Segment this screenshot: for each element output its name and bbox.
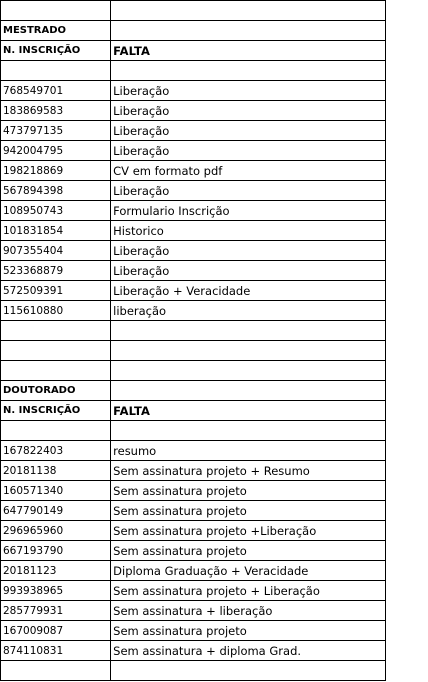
inscricao-cell[interactable]: 167822403 bbox=[1, 441, 111, 461]
table-row bbox=[1, 481, 386, 501]
table-row bbox=[1, 621, 386, 641]
falta-cell[interactable]: Liberação bbox=[111, 101, 386, 121]
inscricao-cell[interactable]: 285779931 bbox=[1, 601, 111, 621]
inscricao-cell[interactable]: 167009087 bbox=[1, 621, 111, 641]
table-row bbox=[1, 301, 386, 321]
falta-cell[interactable]: Liberação bbox=[111, 81, 386, 101]
falta-cell[interactable]: Sem assinatura projeto + Resumo bbox=[111, 461, 386, 481]
table-row bbox=[1, 581, 386, 601]
table-row bbox=[1, 261, 386, 281]
inscricao-cell[interactable]: 523368879 bbox=[1, 261, 111, 281]
inscricao-cell[interactable]: 108950743 bbox=[1, 201, 111, 221]
inscricao-cell[interactable]: 198218869 bbox=[1, 161, 111, 181]
cell[interactable] bbox=[111, 61, 386, 81]
inscricao-cell[interactable]: 20181123 bbox=[1, 561, 111, 581]
table-row bbox=[1, 121, 386, 141]
column-header-row bbox=[1, 401, 386, 421]
cell[interactable] bbox=[111, 661, 386, 681]
inscricao-cell[interactable]: 160571340 bbox=[1, 481, 111, 501]
section-title-doutorado[interactable]: DOUTORADO bbox=[1, 381, 111, 401]
falta-cell[interactable]: Sem assinatura projeto + Liberação bbox=[111, 581, 386, 601]
falta-cell[interactable]: resumo bbox=[111, 441, 386, 461]
falta-cell[interactable]: Sem assinatura + liberação bbox=[111, 601, 386, 621]
inscricao-cell[interactable]: 296965960 bbox=[1, 521, 111, 541]
falta-cell[interactable]: Sem assinatura projeto bbox=[111, 501, 386, 521]
inscricao-cell[interactable]: 572509391 bbox=[1, 281, 111, 301]
header-falta[interactable]: FALTA bbox=[111, 41, 386, 61]
table-row bbox=[1, 201, 386, 221]
section-title-mestrado[interactable]: MESTRADO bbox=[1, 21, 111, 41]
blank-row bbox=[1, 421, 386, 441]
header-inscricao[interactable]: N. INSCRIÇÃO bbox=[1, 41, 111, 61]
inscricao-cell[interactable]: 20181138 bbox=[1, 461, 111, 481]
falta-cell[interactable]: Formulario Inscrição bbox=[111, 201, 386, 221]
table-row bbox=[1, 101, 386, 121]
cell[interactable] bbox=[111, 1, 386, 21]
inscricao-cell[interactable]: 115610880 bbox=[1, 301, 111, 321]
inscricao-cell[interactable]: 473797135 bbox=[1, 121, 111, 141]
falta-cell[interactable]: Sem assinatura projeto +Liberação bbox=[111, 521, 386, 541]
table-row bbox=[1, 241, 386, 261]
falta-cell[interactable]: Sem assinatura projeto bbox=[111, 541, 386, 561]
table-row bbox=[1, 221, 386, 241]
falta-cell[interactable]: Sem assinatura projeto bbox=[111, 621, 386, 641]
falta-cell[interactable]: Diploma Graduação + Veracidade bbox=[111, 561, 386, 581]
cell[interactable] bbox=[111, 361, 386, 381]
cell[interactable] bbox=[1, 661, 111, 681]
falta-cell[interactable]: CV em formato pdf bbox=[111, 161, 386, 181]
blank-row bbox=[1, 661, 386, 681]
table-row bbox=[1, 81, 386, 101]
falta-cell[interactable]: Liberação bbox=[111, 121, 386, 141]
cell[interactable] bbox=[1, 321, 111, 341]
falta-cell[interactable]: Liberação bbox=[111, 241, 386, 261]
table-row bbox=[1, 141, 386, 161]
inscricao-cell[interactable]: 183869583 bbox=[1, 101, 111, 121]
falta-cell[interactable]: Sem assinatura projeto bbox=[111, 481, 386, 501]
cell[interactable] bbox=[111, 381, 386, 401]
inscricao-cell[interactable]: 874110831 bbox=[1, 641, 111, 661]
cell[interactable] bbox=[111, 421, 386, 441]
blank-row bbox=[1, 341, 386, 361]
falta-cell[interactable]: Liberação bbox=[111, 261, 386, 281]
inscricao-cell[interactable]: 647790149 bbox=[1, 501, 111, 521]
table-row bbox=[1, 541, 386, 561]
column-header-row bbox=[1, 41, 386, 61]
falta-cell[interactable]: Liberação bbox=[111, 181, 386, 201]
section-title-row bbox=[1, 381, 386, 401]
table-row bbox=[1, 641, 386, 661]
inscricao-cell[interactable]: 567894398 bbox=[1, 181, 111, 201]
falta-cell[interactable]: Liberação bbox=[111, 141, 386, 161]
table-row bbox=[1, 161, 386, 181]
falta-cell[interactable]: Historico bbox=[111, 221, 386, 241]
table-row bbox=[1, 181, 386, 201]
blank-row bbox=[1, 361, 386, 381]
header-inscricao[interactable]: N. INSCRIÇÃO bbox=[1, 401, 111, 421]
blank-row bbox=[1, 321, 386, 341]
table-row bbox=[1, 281, 386, 301]
inscricao-cell[interactable]: 942004795 bbox=[1, 141, 111, 161]
table-row bbox=[1, 561, 386, 581]
inscricao-cell[interactable]: 993938965 bbox=[1, 581, 111, 601]
inscricao-cell[interactable]: 667193790 bbox=[1, 541, 111, 561]
blank-row bbox=[1, 1, 386, 21]
header-falta[interactable]: FALTA bbox=[111, 401, 386, 421]
cell[interactable] bbox=[111, 321, 386, 341]
cell[interactable] bbox=[1, 361, 111, 381]
cell[interactable] bbox=[1, 1, 111, 21]
inscricao-cell[interactable]: 907355404 bbox=[1, 241, 111, 261]
cell[interactable] bbox=[1, 421, 111, 441]
table-row bbox=[1, 441, 386, 461]
table-row bbox=[1, 601, 386, 621]
cell[interactable] bbox=[1, 61, 111, 81]
table-row bbox=[1, 521, 386, 541]
falta-cell[interactable]: Sem assinatura + diploma Grad. bbox=[111, 641, 386, 661]
section-title-row bbox=[1, 21, 386, 41]
blank-row bbox=[1, 61, 386, 81]
table-row bbox=[1, 501, 386, 521]
cell[interactable] bbox=[1, 341, 111, 361]
cell[interactable] bbox=[111, 341, 386, 361]
falta-cell[interactable]: liberação bbox=[111, 301, 386, 321]
falta-cell[interactable]: Liberação + Veracidade bbox=[111, 281, 386, 301]
table-row bbox=[1, 461, 386, 481]
cell[interactable] bbox=[111, 21, 386, 41]
inscricao-cell[interactable]: 101831854 bbox=[1, 221, 111, 241]
inscricao-cell[interactable]: 768549701 bbox=[1, 81, 111, 101]
